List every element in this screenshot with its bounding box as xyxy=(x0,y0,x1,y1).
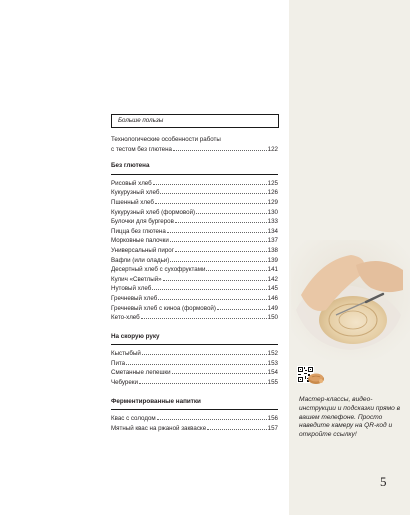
section-title-quick: На скорую руку xyxy=(111,332,160,340)
leader-dots xyxy=(153,179,267,185)
toc-entry-label: Пшенный хлеб xyxy=(111,198,154,206)
qr-caption: Мастер-классы, видео-инструкции и подсказки прямо в вашем телефоне. Просто наведите камеру на QR-код и откройте ссылку! xyxy=(299,396,401,439)
toc-entry-page: 141 xyxy=(267,266,278,274)
leader-dots xyxy=(157,414,267,420)
toc-entry-page: 129 xyxy=(267,198,278,206)
divider xyxy=(111,409,278,410)
toc-list xyxy=(111,179,278,323)
toc-entry xyxy=(111,256,278,266)
leader-dots xyxy=(196,208,267,214)
toc-entry-label: Сметанные лепешки xyxy=(111,369,171,377)
section-header-box: Больше пользы xyxy=(111,114,279,128)
toc-intro-line2 xyxy=(111,145,278,155)
toc-entry-page: 125 xyxy=(267,179,278,187)
toc-entry-label: Вафли (или оладьи) xyxy=(111,256,170,264)
toc-entry-page: 137 xyxy=(267,237,278,245)
toc-intro-label: с тестом без глютена xyxy=(111,145,172,153)
leader-dots xyxy=(217,304,267,310)
toc-list xyxy=(111,414,278,433)
leader-dots xyxy=(152,284,266,290)
toc-entry-page: 145 xyxy=(267,285,278,293)
toc-entry-page: 153 xyxy=(267,359,278,367)
toc-entry-label: Кукурузный хлеб (формовой) xyxy=(111,208,196,216)
toc-entry xyxy=(111,349,278,359)
toc-entry xyxy=(111,359,278,369)
toc-entry xyxy=(111,284,278,294)
toc-entry-label: Кукурузный хлеб xyxy=(111,189,160,197)
toc-entry-page: 134 xyxy=(267,227,278,235)
leader-dots xyxy=(170,236,267,242)
toc-intro-line1: Технологические особенности работы xyxy=(111,136,221,143)
table-of-contents xyxy=(111,114,278,433)
toc-entry xyxy=(111,208,278,218)
toc-entry xyxy=(111,217,278,227)
toc-entry xyxy=(111,179,278,189)
toc-entry-label: Гречневый хлеб xyxy=(111,294,158,302)
leader-dots xyxy=(167,227,267,233)
toc-entry-page: 139 xyxy=(267,256,278,264)
toc-entry xyxy=(111,368,278,378)
toc-entry-label: Нутовый хлеб xyxy=(111,285,152,293)
dough-illustration xyxy=(291,240,410,360)
leader-dots xyxy=(172,368,267,374)
toc-entry-page: 154 xyxy=(267,369,278,377)
leader-dots xyxy=(173,145,267,151)
leader-dots xyxy=(139,378,267,384)
toc-entry-label: Пицца без глютена xyxy=(111,227,166,235)
leader-dots xyxy=(160,188,266,194)
leader-dots xyxy=(126,359,267,365)
toc-entry xyxy=(111,424,278,434)
toc-entry xyxy=(111,304,278,314)
toc-entry-label: Булочки для бургеров xyxy=(111,218,174,226)
toc-entry xyxy=(111,236,278,246)
toc-entry-label: Универсальный пирог xyxy=(111,246,174,254)
toc-entry xyxy=(111,188,278,198)
toc-entry xyxy=(111,414,278,424)
toc-entry-label: Мятный квас на ржаной закваске xyxy=(111,424,207,432)
leader-dots xyxy=(175,246,267,252)
leader-dots xyxy=(206,265,266,271)
toc-entry-page: 138 xyxy=(267,246,278,254)
leader-dots xyxy=(141,313,267,319)
toc-entry-page: 133 xyxy=(267,218,278,226)
toc-entry-page: 142 xyxy=(267,275,278,283)
toc-entry-label: Кулич «Светлый» xyxy=(111,275,162,283)
toc-entry-label: Чебуреки xyxy=(111,379,138,387)
toc-entry-label: Морковные палочки xyxy=(111,237,169,245)
toc-entry-page: 149 xyxy=(267,304,278,312)
toc-entry xyxy=(111,265,278,275)
toc-entry xyxy=(111,378,278,388)
toc-entry-page: 152 xyxy=(267,350,278,358)
toc-entry-label: Кыстыбый xyxy=(111,350,141,358)
toc-entry xyxy=(111,313,278,323)
divider xyxy=(111,344,278,345)
page-number: 5 xyxy=(380,474,387,489)
leader-dots xyxy=(170,256,266,262)
toc-entry-label: Десертный хлеб с сухофруктами xyxy=(111,266,206,274)
section-title-fermented: Ферментированные напитки xyxy=(111,397,201,405)
leader-dots xyxy=(175,217,267,223)
toc-entry-page: 126 xyxy=(267,189,278,197)
toc-entry-label: Кето-хлеб xyxy=(111,314,140,322)
section-title-gluten-free: Без глютена xyxy=(111,162,150,170)
toc-entry-page: 150 xyxy=(267,314,278,322)
toc-entry xyxy=(111,275,278,285)
leader-dots xyxy=(163,275,267,281)
bread-icon xyxy=(303,369,325,385)
leader-dots xyxy=(158,294,266,300)
divider xyxy=(111,174,278,175)
leader-dots xyxy=(142,349,267,355)
toc-entry-page: 130 xyxy=(267,208,278,216)
toc-entry xyxy=(111,294,278,304)
toc-entry-page: 146 xyxy=(267,294,278,302)
toc-entry-label: Квас с солодом xyxy=(111,415,156,423)
toc-entry-label: Пита xyxy=(111,359,126,367)
toc-entry-page: 156 xyxy=(267,415,278,423)
toc-list xyxy=(111,349,278,387)
toc-entry xyxy=(111,198,278,208)
toc-entry-label: Гречневый хлеб с киноа (формовой) xyxy=(111,304,216,312)
toc-intro-page: 122 xyxy=(267,145,278,153)
toc-entry-label: Рисовый хлеб xyxy=(111,179,152,187)
leader-dots xyxy=(155,198,267,204)
toc-entry-page: 155 xyxy=(267,379,278,387)
toc-entry xyxy=(111,246,278,256)
toc-entry-page: 157 xyxy=(267,424,278,432)
leader-dots xyxy=(207,424,267,430)
toc-entry xyxy=(111,227,278,237)
